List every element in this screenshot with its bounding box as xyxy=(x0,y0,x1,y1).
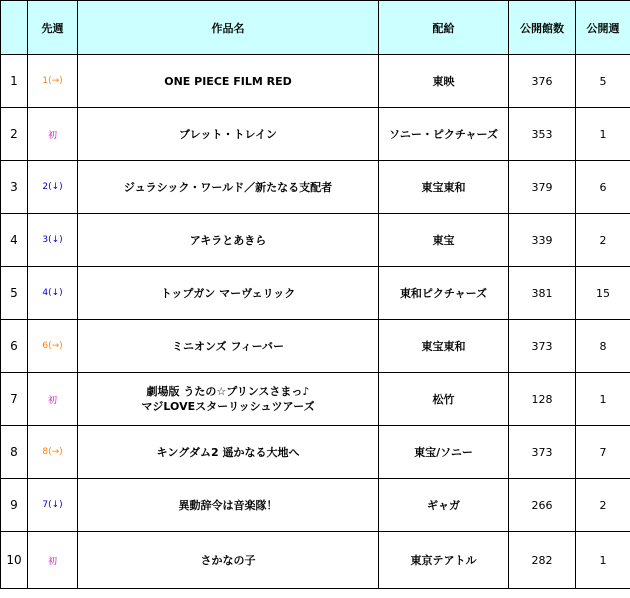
title-line: 異動辞令は音楽隊！ xyxy=(178,498,278,512)
title-line: キングダム2 遥かなる大地へ xyxy=(156,445,300,459)
rank-cell: 5 xyxy=(1,267,28,320)
last-week-cell xyxy=(28,161,78,214)
header-distributor: 配給 xyxy=(379,1,509,55)
weeks-cell: 6 xyxy=(576,161,630,214)
table-row xyxy=(1,267,630,320)
header-title: 作品名 xyxy=(78,1,379,55)
title-line: マジLOVEスターリッシュツアーズ xyxy=(141,400,315,413)
header-last-week: 先週 xyxy=(28,1,78,55)
distributor-cell: ギャガ xyxy=(379,479,509,532)
distributor-cell: 東京テアトル xyxy=(379,532,509,589)
theaters-cell: 353 xyxy=(509,108,576,161)
table-row xyxy=(1,214,630,267)
title-cell xyxy=(78,479,379,532)
distributor-cell: 東映 xyxy=(379,55,509,108)
distributor-cell: 東宝 xyxy=(379,214,509,267)
rank-cell: 9 xyxy=(1,479,28,532)
header-theaters: 公開館数 xyxy=(509,1,576,55)
theaters-cell: 376 xyxy=(509,55,576,108)
title-cell xyxy=(78,161,379,214)
header-row xyxy=(1,1,630,55)
header-weeks: 公開週 xyxy=(576,1,630,55)
last-week-cell xyxy=(28,479,78,532)
last-week-badge: 4(↓) xyxy=(42,288,63,298)
weeks-cell: 2 xyxy=(576,214,630,267)
table-row xyxy=(1,373,630,426)
weeks-cell: 7 xyxy=(576,426,630,479)
title-cell xyxy=(78,55,379,108)
theaters-cell: 381 xyxy=(509,267,576,320)
theaters-cell: 282 xyxy=(509,532,576,589)
last-week-cell xyxy=(28,214,78,267)
rank-cell: 6 xyxy=(1,320,28,373)
rank-cell: 1 xyxy=(1,55,28,108)
theaters-cell: 373 xyxy=(509,320,576,373)
table-row xyxy=(1,55,630,108)
last-week-cell xyxy=(28,267,78,320)
last-week-cell xyxy=(28,320,78,373)
last-week-badge: 2(↓) xyxy=(42,182,63,192)
title-line: ジュラシック・ワールド／新たなる支配者 xyxy=(123,180,333,194)
table-body xyxy=(1,55,630,589)
title-cell xyxy=(78,532,379,589)
title-line: さかなの子 xyxy=(200,553,256,567)
rank-cell: 2 xyxy=(1,108,28,161)
weeks-cell: 1 xyxy=(576,108,630,161)
table-row xyxy=(1,161,630,214)
theaters-cell: 266 xyxy=(509,479,576,532)
last-week-badge: 6(→) xyxy=(42,341,63,351)
last-week-badge: 7(↓) xyxy=(42,500,63,510)
weeks-cell: 8 xyxy=(576,320,630,373)
table-row xyxy=(1,479,630,532)
distributor-cell: 東和ピクチャーズ xyxy=(379,267,509,320)
last-week-cell xyxy=(28,108,78,161)
table-row xyxy=(1,320,630,373)
title-cell xyxy=(78,373,379,426)
theaters-cell: 339 xyxy=(509,214,576,267)
table-row xyxy=(1,532,630,589)
title-line: 劇場版 うたの☆プリンスさまっ♪ xyxy=(146,385,310,398)
title-cell xyxy=(78,108,379,161)
theaters-cell: 379 xyxy=(509,161,576,214)
title-line: トップガン マーヴェリック xyxy=(160,286,296,300)
distributor-cell: ソニー・ピクチャーズ xyxy=(379,108,509,161)
theaters-cell: 128 xyxy=(509,373,576,426)
header-rank xyxy=(1,1,28,55)
title-line: アキラとあきら xyxy=(189,233,267,247)
last-week-cell xyxy=(28,426,78,479)
rank-cell: 10 xyxy=(1,532,28,589)
last-week-badge: 初 xyxy=(47,130,57,141)
rank-cell: 7 xyxy=(1,373,28,426)
last-week-badge: 1(→) xyxy=(42,76,63,86)
last-week-cell xyxy=(28,532,78,589)
table-row xyxy=(1,426,630,479)
weeks-cell: 1 xyxy=(576,532,630,589)
title-cell xyxy=(78,320,379,373)
title-cell xyxy=(78,267,379,320)
distributor-cell: 松竹 xyxy=(379,373,509,426)
title-line: ミニオンズ フィーバー xyxy=(171,339,285,353)
last-week-cell xyxy=(28,55,78,108)
distributor-cell: 東宝/ソニー xyxy=(379,426,509,479)
rank-cell: 8 xyxy=(1,426,28,479)
theaters-cell: 373 xyxy=(509,426,576,479)
last-week-cell xyxy=(28,373,78,426)
rank-cell: 4 xyxy=(1,214,28,267)
weeks-cell: 5 xyxy=(576,55,630,108)
distributor-cell: 東宝東和 xyxy=(379,320,509,373)
title-line: ブレット・トレイン xyxy=(179,127,277,141)
last-week-badge: 3(↓) xyxy=(42,235,63,245)
last-week-badge: 初 xyxy=(47,556,57,567)
weeks-cell: 15 xyxy=(576,267,630,320)
title-line: ONE PIECE FILM RED xyxy=(164,74,292,88)
last-week-badge: 初 xyxy=(47,395,57,406)
last-week-badge: 8(→) xyxy=(42,447,63,457)
title-cell xyxy=(78,214,379,267)
weeks-cell: 1 xyxy=(576,373,630,426)
table-header xyxy=(1,1,630,55)
distributor-cell: 東宝東和 xyxy=(379,161,509,214)
table-row xyxy=(1,108,630,161)
rank-cell: 3 xyxy=(1,161,28,214)
title-cell xyxy=(78,426,379,479)
weeks-cell: 2 xyxy=(576,479,630,532)
